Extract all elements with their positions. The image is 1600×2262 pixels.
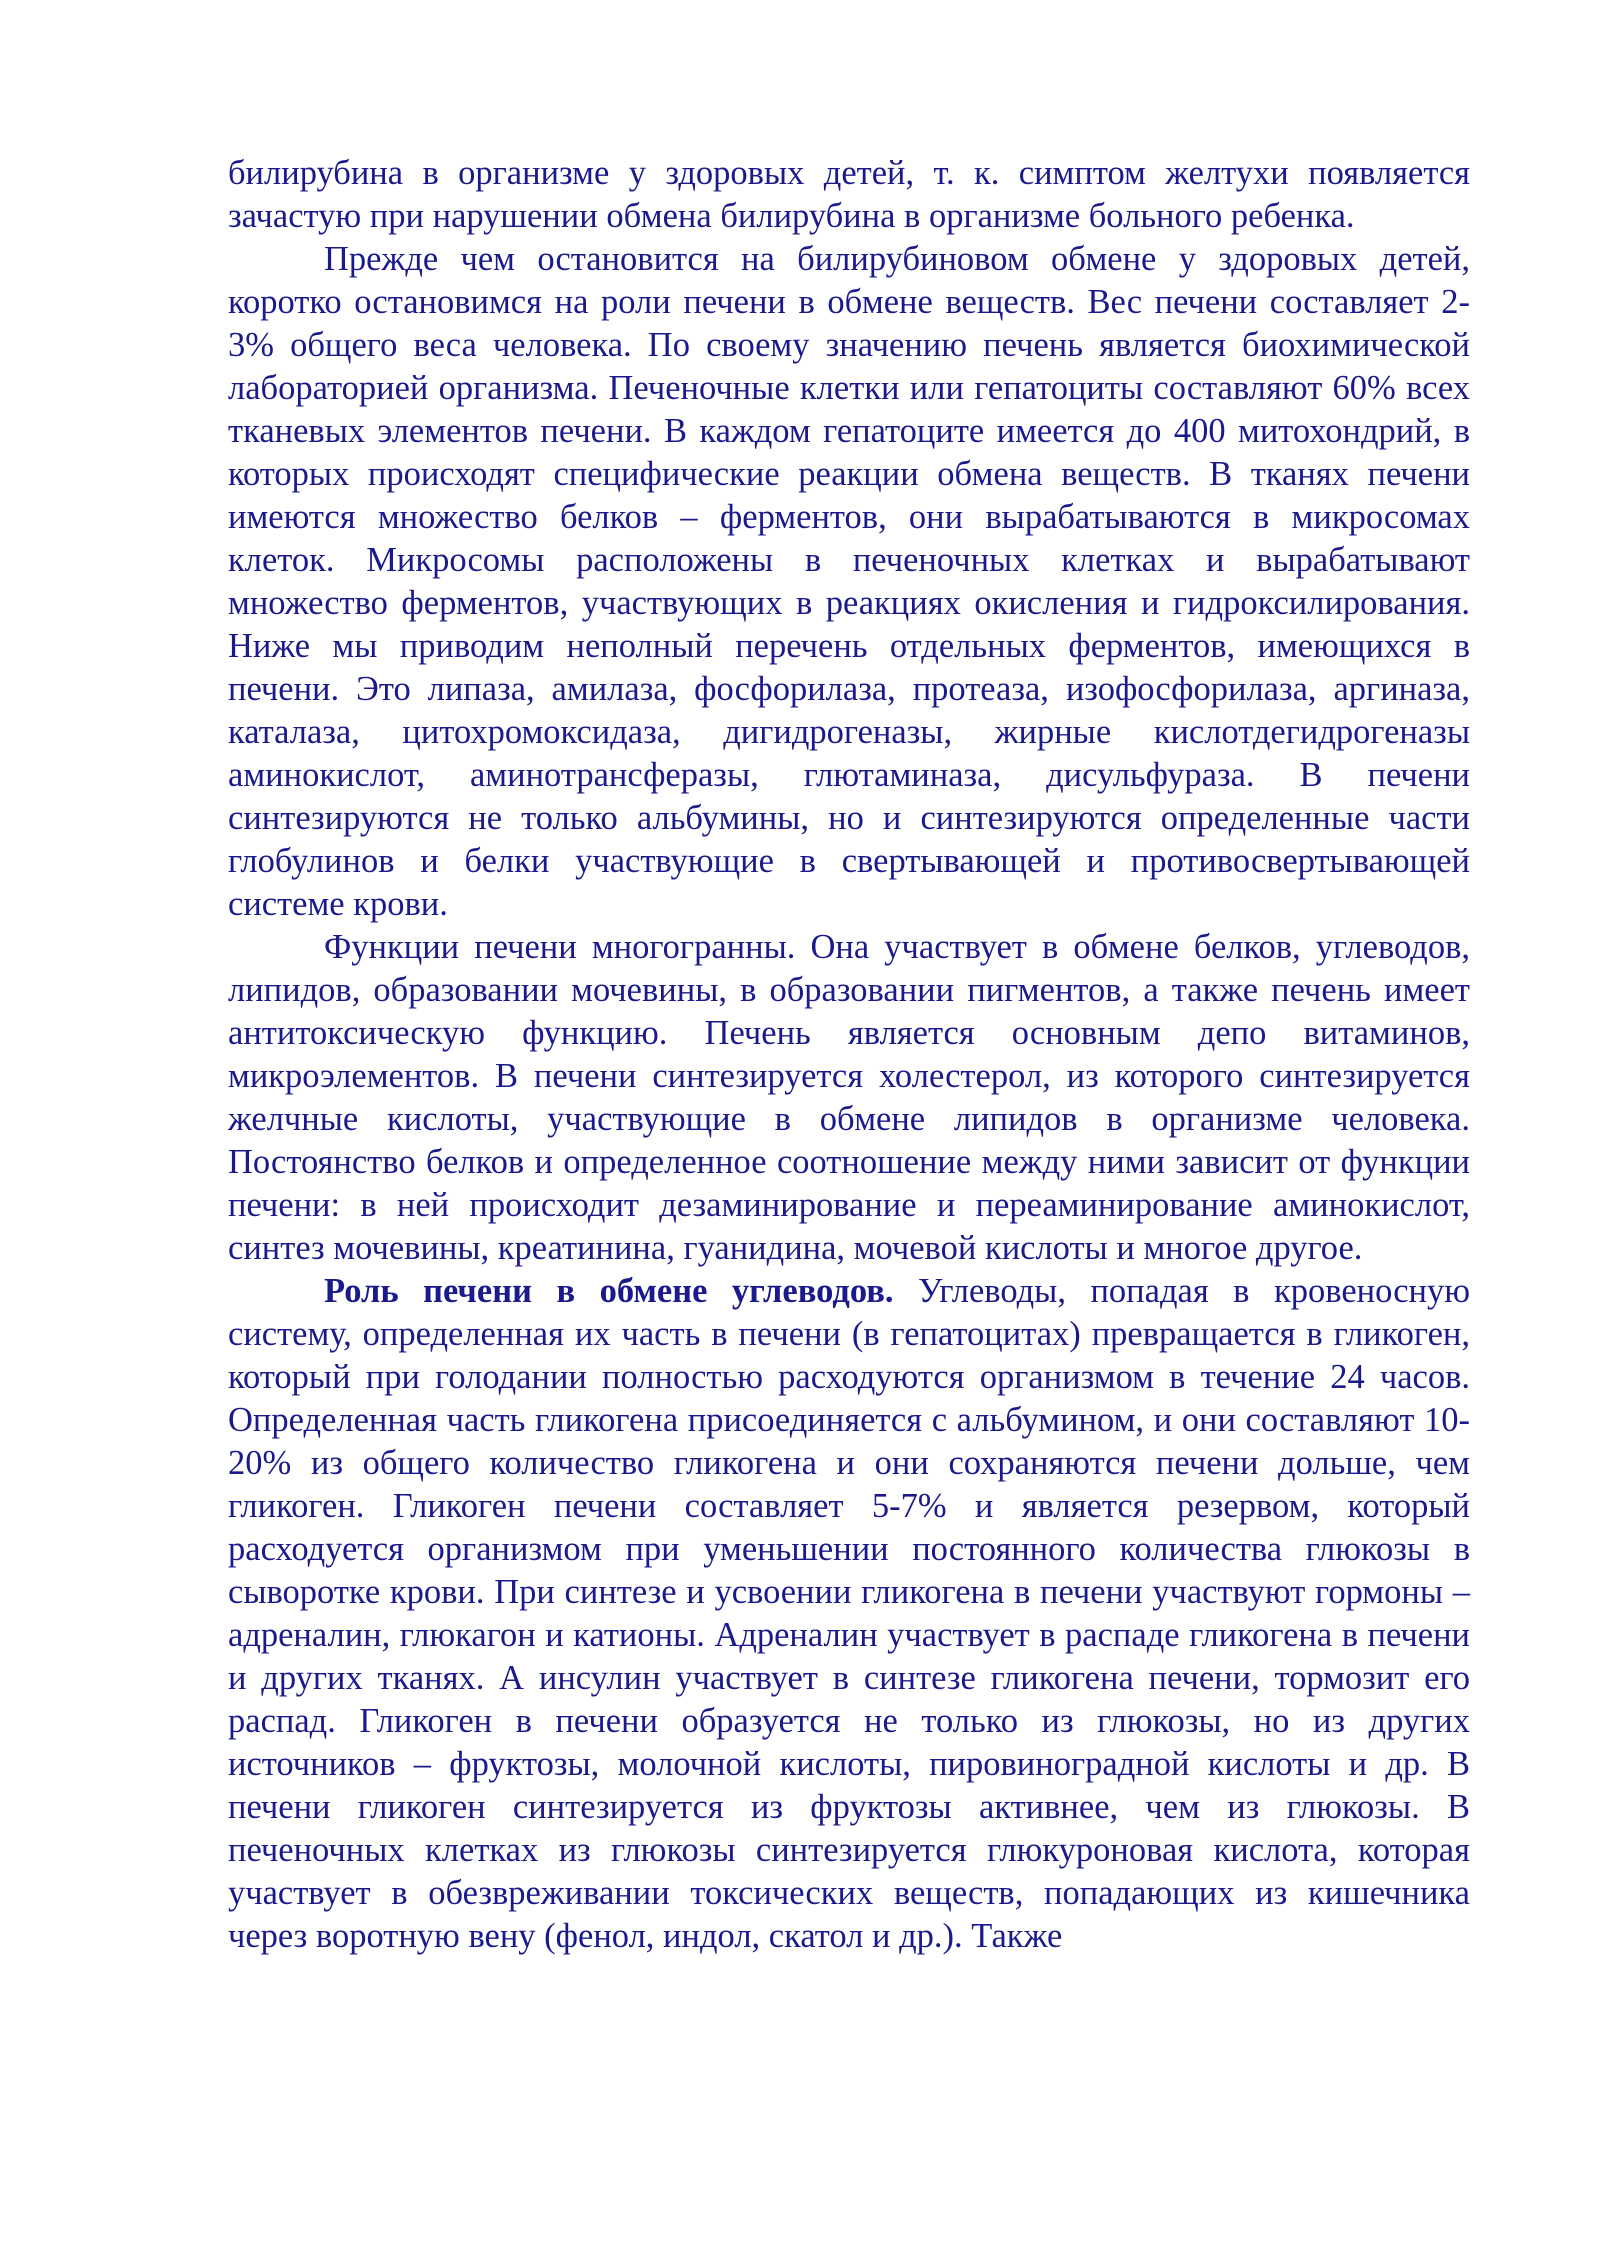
paragraph-continuation: билирубина в организме у здоровых детей, т. к. симптом желтухи появляется зачастую при нарушении обмена билирубина в организме больного ребенка. [228,154,1470,235]
section-body: Углеводы, попадая в кровеносную систему, определенная их часть в печени (в гепатоцитах) превращается в гликоген, который при голодании полностью расходуются организмом в течение 24 часов. Определенная часть гликогена присоединяется с альбумином, и они составляют 10-20% из общего количество гликогена и они сохраняются печени дольше, чем гликоген. Гликоген печени составляет 5-7% и является резервом, который расходуется организмом при уменьшении постоянного количества глюкозы в сыворотке крови. При синтезе и усвоении гликогена в печени участвуют гормоны – адреналин, глюкагон и катионы. Адреналин участвует в распаде гликогена в печени и других тканях. А инсулин участвует в синтезе гликогена печени, тормозит его распад. Гликоген в печени образуется не только из глюкозы, но из других источников – фруктозы, молочной кислоты, пировиноградной кислоты и др. В печени гликоген синтезируется из фруктозы активнее, чем из глюкозы. В печеночных клетках из глюкозы синтезируется глюкуроновая кислота, которая участвует в обезвреживании токсических веществ, попадающих из кишечника через воротную вену (фенол, индол, скатол и др.). Также [228,1272,1470,1955]
paragraph-carbohydrate-metabolism [228,1270,1470,1958]
paragraph-liver-functions: Функции печени многогранны. Она участвует в обмене белков, углеводов, липидов, образовании мочевины, в образовании пигментов, а также печень имеет антитоксическую функцию. Печень является основным депо витаминов, микроэлементов. В печени синтезируется холестерол, из которого синтезируется желчные кислоты, участвующие в обмене липидов в организме человека. Постоянство белков и определенное соотношение между ними зависит от функции печени: в ней происходит дезаминирование и переаминирование аминокислот, синтез мочевины, креатинина, гуанидина, мочевой кислоты и многое другое. [228,928,1470,1267]
section-heading: Роль печени в обмене углеводов. [324,1272,894,1310]
document-page [228,152,1470,1958]
paragraph-liver-metabolism: Прежде чем остановится на билирубиновом обмене у здоровых детей, коротко остановимся на роли печени в обмене веществ. Вес печени составляет 2-3% общего веса человека. По своему значению печень является биохимической лабораторией организма. Печеночные клетки или гепатоциты составляют 60% всех тканевых элементов печени. В каждом гепатоците имеется до 400 митохондрий, в которых происходят специфические реакции обмена веществ. В тканях печени имеются множество белков – ферментов, они вырабатываются в микросомах клеток. Микросомы расположены в печеночных клетках и вырабатывают множество ферментов, участвующих в реакциях окисления и гидроксилирования. Ниже мы приводим неполный перечень отдельных ферментов, имеющихся в печени. Это липаза, амилаза, фосфорилаза, протеаза, изофосфорилаза, аргиназа, каталаза, цитохромоксидаза, дигидрогеназы, жирные кислотдегидрогеназы аминокислот, аминотрансферазы, глютаминаза, дисульфураза. В печени синтезируются не только альбумины, но и синтезируются определенные части глобулинов и белки участвующие в свертывающей и противосвертывающей системе крови. [228,240,1470,923]
